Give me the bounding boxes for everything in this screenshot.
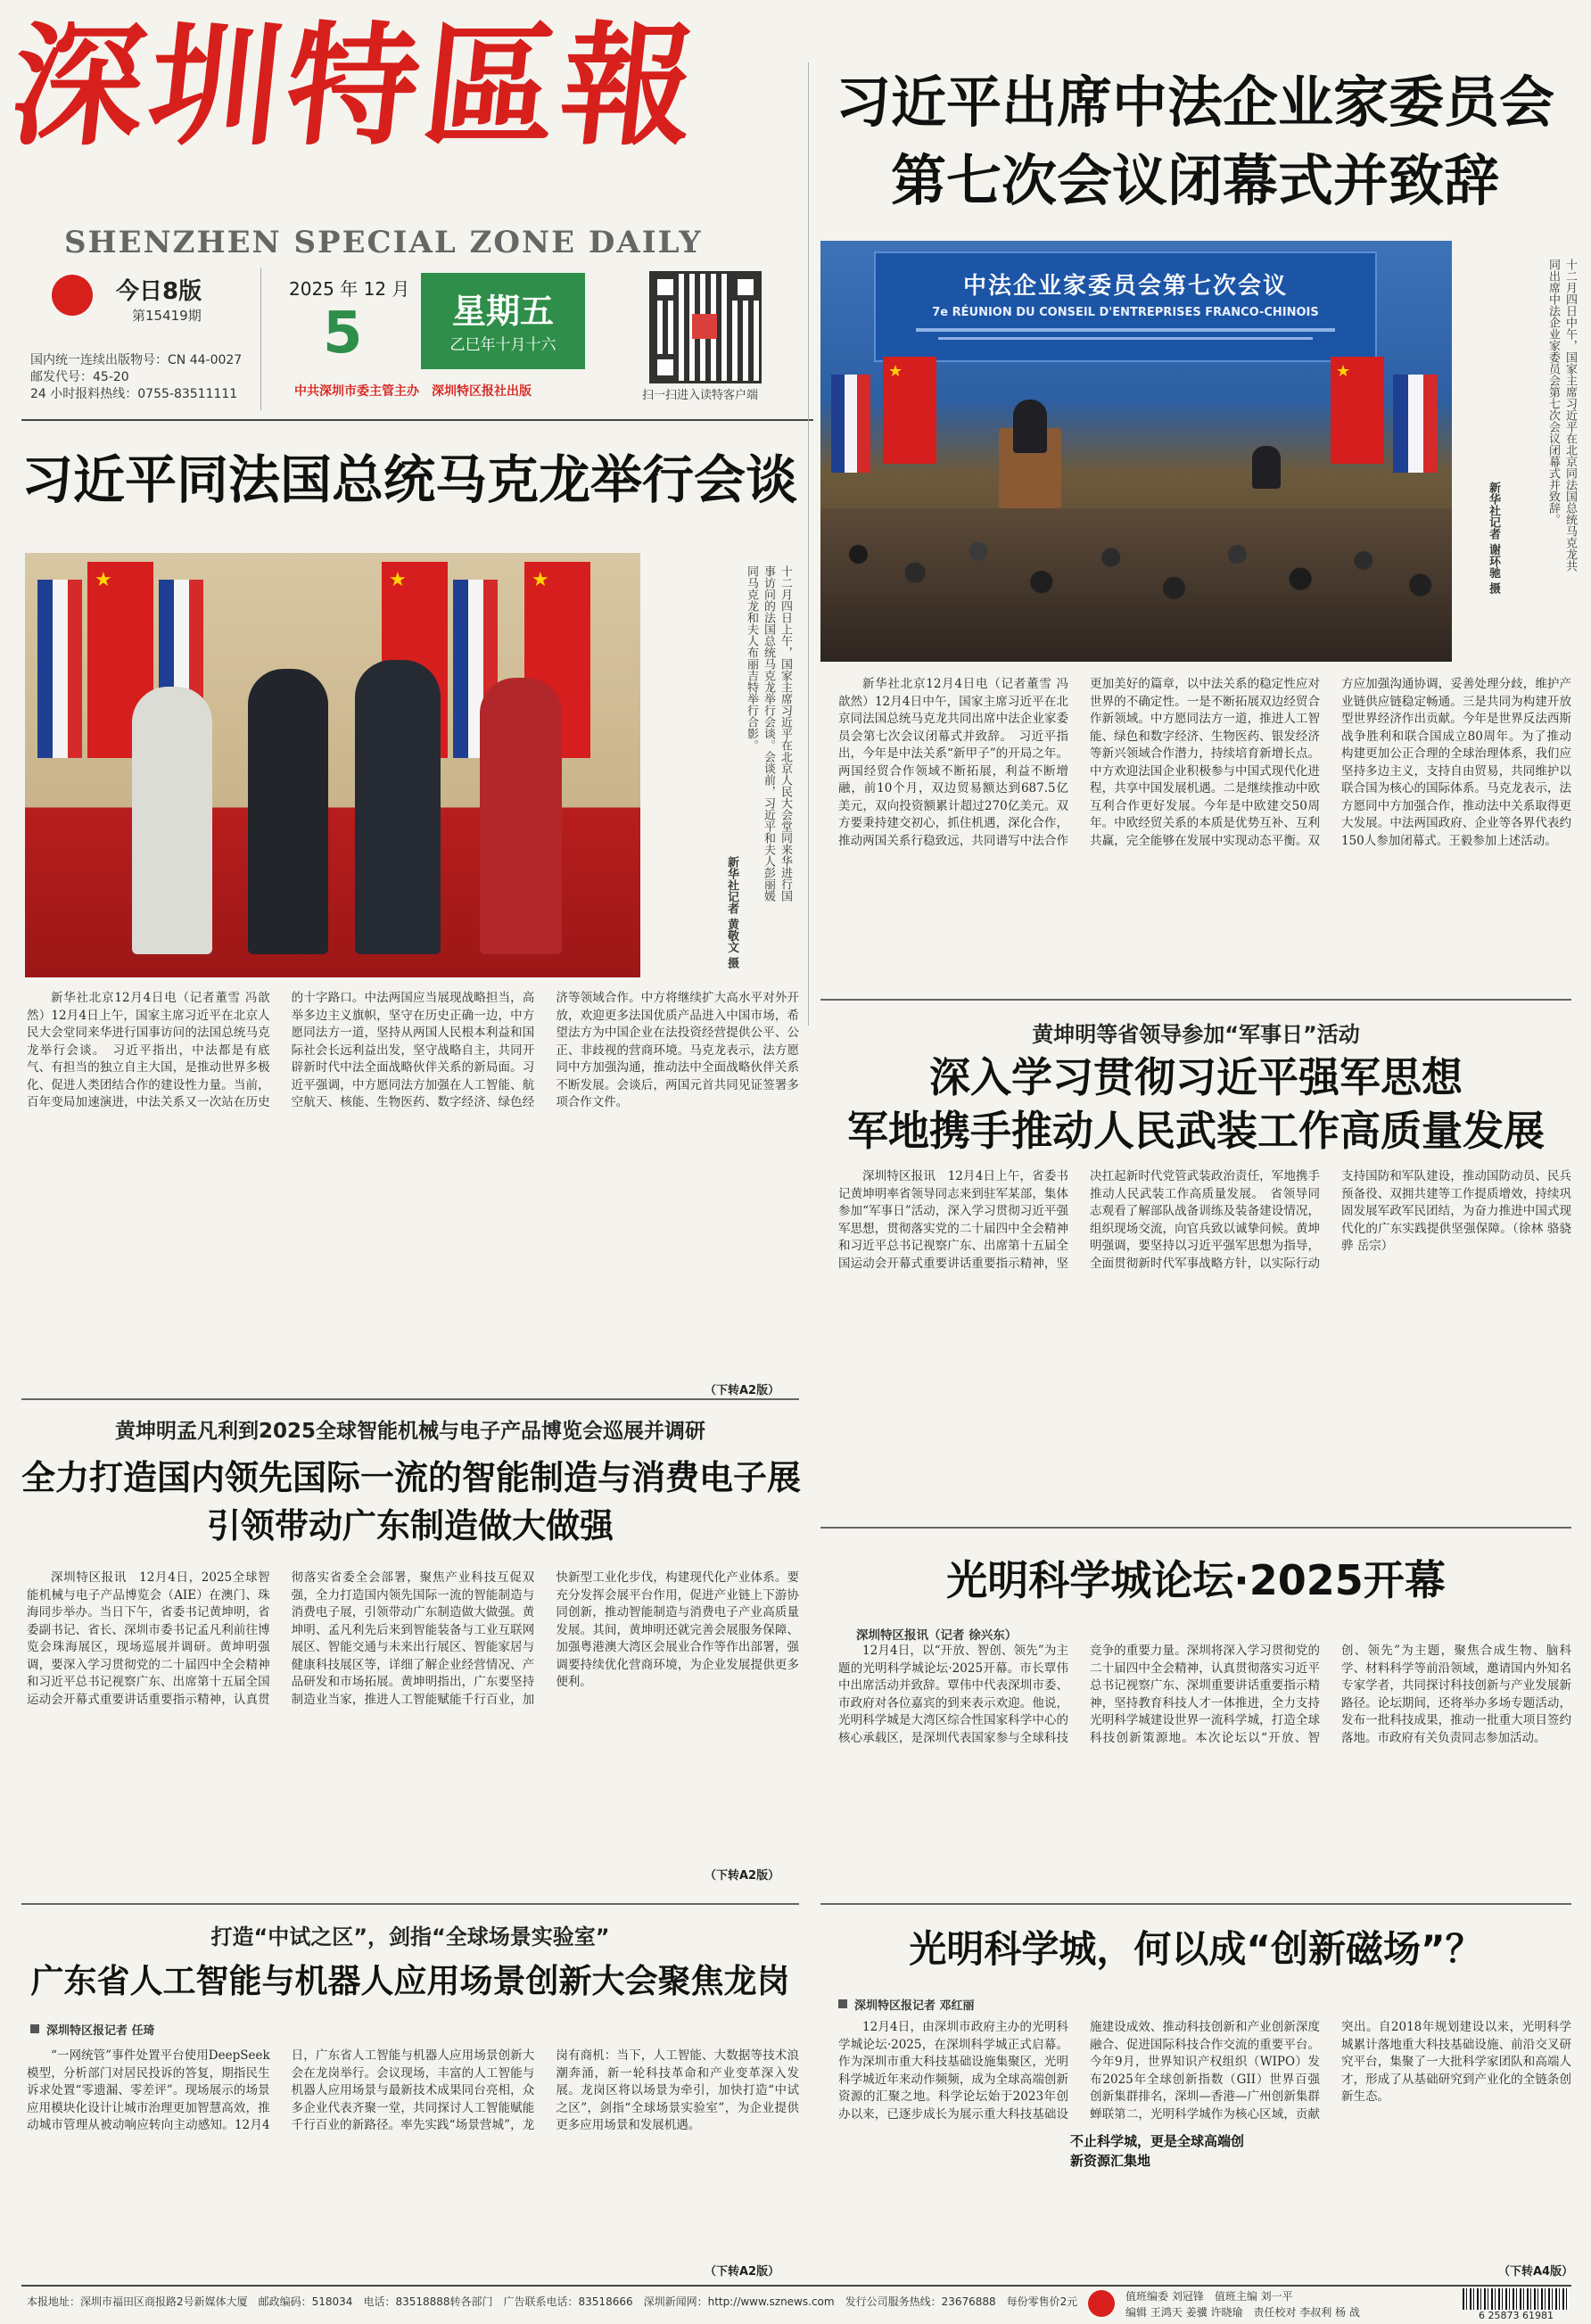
story4-continuation: （下转A2版）: [705, 1869, 780, 1883]
figure-2: [248, 669, 328, 954]
story3-text: 深圳特区报讯 12月4日上午，省委书记黄坤明率省领导同志来到驻军某部，集体参加“军事日”活动，深入学习贯彻习近平强军思想，贯彻落实党的二十届四中全会精神和习近平总书记视察广东、出席第十五届全国运动会开幕式重要讲话重要指示精神，坚决扛起新时代党管武装政治责任，军地携手推动人民武装工作高质量发展。 省领导同志观看了解部队战备训练及装备建设情况，组织现场交流，向官兵致以诚挚问候。黄坤明强调，要坚持以习近平强军思想为指导，全面贯彻新时代军事战略方针，以实际行动支持国防和军队建设，推动国防动员、民兵预备役、双拥共建等工作提质增效，持续巩固发展军政军民团结，为奋力推进中国式现代化的广东实践提供坚强保障。（徐林 骆骁骅 岳宗）: [838, 1169, 1571, 1271]
story4-top-rule: [21, 1398, 799, 1400]
figure-3: [355, 660, 441, 954]
story1-text: 新华社北京12月4日电（记者董雪 冯歆然）12月4日中午，国家主席习近平在北京同法国总统马克龙共同出席中法企业家委员会第七次会议闭幕式并致辞。 习近平指出，今年是中法关系“新甲子”的开局之年。两国经贸合作领域不断拓展，利益不断增融，前10个月，双边贸易额达到687.5亿美元，双向投资额累计超过270亿美元。双方要秉持建交初心，抓住机遇，深化合作，推动两国关系行稳致远，共同谱写中法合作更加美好的篇章，以中法关系的稳定性应对世界的不确定性。一是不断拓展双边经贸合作新领域。中方愿同法方一道，推进人工智能、绿色和数字经济、生物医药、银发经济等新兴领域合作潜力，持续培育新增长点。中方欢迎法国企业积极参与中国式现代化进程，共享中国发展机遇。二是继续推动中欧互利合作更好发展。今年是中欧建交50周年。中欧经贸关系的本质是优势互补、互利共赢，完全能够在发展中实现动态平衡。双方应加强沟通协调，妥善处理分歧，维护产业链供应链稳定畅通。三是共同为构建开放型世界经济作出贡献。今年是世界反法西斯战争胜利和联合国成立80周年。为了推动构建更加公正合理的全球治理体系，我们应坚持多边主义，支持自由贸易，共同维护以联合国为核心的国际体系。马克龙表示，法方愿同中方加强合作，推动法中关系取得更大发展。中法两国政府、企业等各界代表约150人参加闭幕式。王毅参加上述活动。: [838, 677, 1571, 848]
issue-number: 第15419期: [132, 308, 202, 324]
story4-kicker: 黄坤明孟凡利到2025全球智能机械与电子产品博览会巡展并调研: [114, 1420, 705, 1443]
story6-text: “一网统管”事件处置平台使用DeepSeek模型，分析部门对居民投诉的答复，期指民生诉求处置“零遗漏、零差评”。现场展示的场景应用模块化设计让城市治理更加智慧高效，推动城市管理从被动响应转向主动感知。12月4日，广东省人工智能与机器人应用场景创新大会在龙岗举行。会议现场，丰富的人工智能与机器人应用场景与最新技术成果同台亮相，众多企业代表齐聚一堂，共同探讨人工智能赋能千行百业的新路径。率先实践“场景营城”，龙岗有商机：当下，人工智能、大数据等技术浪潮奔涌，新一轮科技革命和产业变革深入发展。龙岗区将以场景为牵引，加快打造“中试之区”，剑指“全球场景实验室”，为企业提供更多应用场景和发展机遇。: [27, 2048, 799, 2132]
flag-france-left-icon: [831, 375, 870, 473]
qr-code: [649, 271, 762, 383]
date-year-month: 2025 年 12 月: [289, 278, 410, 300]
story1-photo-caption: 十二月四日中午，国家主席习近平在北京同法国总统马克龙共同出席中法企业家委员会第七次会议闭幕式并致辞。: [1546, 259, 1577, 572]
story2-headline: 习近平同法国总统马克龙举行会谈: [21, 449, 798, 510]
story5-byline: 深圳特区报讯（记者 徐兴东）: [856, 1628, 1018, 1643]
story6-byline-marker-icon: [30, 2024, 39, 2033]
story7-byline-marker-icon: [838, 1999, 847, 2008]
figure-4: [480, 678, 562, 954]
flag-china-right-icon: ★: [1331, 357, 1384, 464]
masthead-logo: [4, 8, 797, 163]
story2-text: 新华社北京12月4日电（记者董雪 冯歆然）12月4日上午，国家主席习近平在北京人民大会堂同来华进行国事访问的法国总统马克龙举行会谈。 习近平指出，中法都是有底气、有担当的独立自主大国，是推动世界多极化、促进人类团结合作的建设性力量。当前，百年变局加速演进，中法关系又一次站在历史的十字路口。中法两国应当展现战略担当，高举多边主义旗帜，坚守在历史正确一边，中方愿同法方一道，坚持从两国人民根本利益和国际社会长远利益出发，坚守战略自主，共同开辟新时代中法全面战略伙伴关系的新局面。习近平强调，中方愿同法方加强在人工智能、航空航天、核能、生物医药、数字经济、绿色经济等领域合作。中方将继续扩大高水平对外开放，欢迎更多法国优质产品进入中国市场，希望法方为中国企业在法投资经营提供公平、公正、非歧视的营商环境。马克龙表示，法方愿同中方加强沟通，推动法中全面战略伙伴关系不断发展。会谈后，两国元首共同见证签署多项合作文件。: [27, 991, 799, 1109]
story5-text: 12月4日，以“开放、智创、领先”为主题的光明科学城论坛·2025开幕。市长覃伟中出席活动并致辞。覃伟中代表深圳市委、市政府对各位嘉宾的到来表示欢迎。他说，光明科学城是大湾区综合性国家科学中心的核心承载区，是深圳代表国家参与全球科技竞争的重要力量。深圳将深入学习贯彻党的二十届四中全会精神，认真贯彻落实习近平总书记视察广东、深圳重要讲话重要指示精神，坚持教育科技人才一体推进，全力支持光明科学城建设世界一流科学城，打造全球科技创新策源地。本次论坛以“开放、智创、领先”为主题，聚焦合成生物、脑科学、材料科学等前沿领域，邀请国内外知名专家学者，共同探讨科技创新与产业发展新路径。论坛期间，还将举办多场专题活动，发布一批科技成果，推动一批重大项目签约落地。市政府有关负责同志参加活动。: [838, 1644, 1571, 1745]
story7-top-rule: [820, 1903, 1571, 1905]
story6-continuation: （下转A2版）: [705, 2265, 780, 2279]
brand-badge-icon: [52, 275, 93, 316]
footer-logo-icon: [1088, 2290, 1115, 2317]
story1-photo: [820, 241, 1452, 662]
story4-text: 深圳特区报讯 12月4日，2025全球智能机械与电子产品博览会（AIE）在澳门、珠海同步举办。当日下午，省委书记黄坤明，省委副书记、省长、深圳市委书记孟凡利前往博览会珠海展区，现场巡展并调研。黄坤明强调，要深入学习贯彻党的二十届四中全会精神和习近平总书记视察广东、出席第十五届全国运动会开幕式重要讲话重要指示精神，认真贯彻落实省委全会部署，聚焦产业科技互促双强，全力打造国内领先国际一流的智能制造与消费电子展，引领带动广东制造做大做强。黄坤明、孟凡利先后来到智能装备与工业互联网展区、智能交通与未来出行展区、智能家居与健康科技展区等，详细了解企业经营情况、产品研发和市场拓展。黄坤明指出，广东要坚持制造业当家，推进人工智能赋能千行百业，加快新型工业化步伐，构建现代化产业体系。要充分发挥会展平台作用，促进产业链上下游协同创新，推动智能制造与消费电子产业高质量发展。其间，黄坤明还就完善会展服务保障、加强粤港澳大湾区会展业合作等作出部署，强调要持续优化营商环境，为企业发展提供更多便利。: [27, 1570, 799, 1707]
flag-france-1-icon: [37, 580, 82, 758]
logo-chinese: 深圳特區報: [4, 8, 708, 163]
seated-figure: [1252, 446, 1281, 489]
story3-top-rule: [820, 999, 1571, 1001]
banner-title-fr: 7e RÉUNION DU CONSEIL D'ENTREPRISES FRANCO-CHINOIS: [932, 306, 1319, 319]
center-column-rule: [808, 62, 809, 1026]
date-day: 5: [323, 301, 363, 367]
story5-top-rule: [820, 1527, 1571, 1529]
hotline: 24 小时报料热线：0755-83511111: [30, 387, 238, 401]
story1-headline-line2: 第七次会议闭幕式并致辞: [890, 148, 1499, 213]
footer-rule: [21, 2285, 1571, 2287]
sponsor: 中共深圳市委主管主办 深圳特区报社出版: [294, 384, 532, 399]
flag-china-icon: ★: [883, 357, 936, 464]
story6-byline: 深圳特区报记者 任琦: [46, 2024, 155, 2038]
story4-body: [27, 1570, 799, 1891]
speaker-figure: [1013, 400, 1047, 453]
story1-body: [838, 676, 1571, 961]
qr-caption: 扫一扫进入读特客户端: [642, 389, 759, 402]
story7-headline: 光明科学城，何以成“创新磁场”？: [909, 1927, 1483, 1971]
figure-1: [132, 687, 212, 954]
story2-photographer: 新华社记者 黄敬文 摄: [725, 856, 738, 969]
flag-china-2-icon: ★: [382, 562, 448, 758]
story2-continuation: （下转A2版）: [705, 1384, 780, 1397]
story4-headline-line2: 引领带动广东制造做大做强: [206, 1506, 614, 1545]
footer-editors-2: 编辑 王鸿天 姜骥 许晓瑜 责任校对 李叔利 杨 战: [1125, 2306, 1360, 2319]
story3-headline-line2: 军地携手推动人民武装工作高质量发展: [847, 1107, 1545, 1155]
flag-china-3-icon: ★: [524, 562, 590, 758]
story2-body: [27, 990, 799, 1375]
barcode: [1463, 2288, 1570, 2310]
story6-headline: 广东省人工智能与机器人应用场景创新大会聚焦龙岗: [30, 1962, 790, 2000]
story3-kicker: 黄坤明等省领导参加“军事日”活动: [1032, 1022, 1360, 1047]
story7-body: [838, 2019, 1571, 2270]
story6-body: [27, 2048, 799, 2276]
story7-byline: 深圳特区报记者 邓红丽: [854, 1999, 975, 2013]
masthead-bottom-rule: [21, 419, 813, 421]
story6-top-rule: [21, 1903, 799, 1905]
story1-photographer: 新华社记者 谢环驰 摄: [1487, 482, 1500, 595]
story1-headline-line1: 习近平出席中法企业家委员会: [835, 70, 1554, 135]
story5-body: [838, 1643, 1571, 1875]
postal-code: 邮发代号：45-20: [30, 370, 129, 384]
cn-number: 国内统一连续出版物号：CN 44-0027: [30, 353, 243, 367]
flag-china-1-icon: ★: [87, 562, 153, 758]
story7-text: 12月4日，由深圳市政府主办的光明科学城论坛·2025，在深圳科学城正式启幕。作为深圳市重大科技基础设施集聚区，光明科学城近年来动作频频，成为全球高端创新资源的汇聚之地。科学论坛始于2023年创办以来，已逐步成长为展示重大科技基础设施建设成效、推动科技创新和产业创新深度融合、促进国际科技合作交流的重要平台。今年9月，世界知识产权组织（WIPO）发布2025年全球创新指数（GII）世界百强创新集群排名，深圳—香港—广州创新集群蝉联第二，光明科学城作为核心区域，贡献突出。自2018年规划建设以来，光明科学城累计落地重大科技基础设施、前沿交叉研究平台，集聚了一大批科学家团队和高端人才，形成了从基础研究到产业化的全链条创新生态。: [838, 2020, 1571, 2122]
conference-banner: [874, 251, 1377, 362]
story2-photo: [25, 553, 640, 977]
logo-english: SHENZHEN SPECIAL ZONE DAILY: [64, 225, 703, 260]
story7-subhead: 不止科学城，更是全球高端创新资源汇集地: [1070, 2133, 1245, 2169]
story6-kicker: 打造“中试之区”，剑指“全球场景实验室”: [210, 1924, 610, 1949]
weekday: 星期五: [451, 292, 554, 331]
banner-title-cn: 中法企业家委员会第七次会议: [962, 273, 1288, 300]
flag-france-right-icon: [1393, 375, 1438, 473]
story2-photo-caption: 十二月四日上午，国家主席习近平在北京人民大会堂同来华进行国事访问的法国总统马克龙举行会谈。会谈前，习近平和夫人彭丽媛同马克龙和夫人布丽吉特举行合影。: [745, 565, 792, 902]
footer-address: 本报地址：深圳市福田区商报路2号新媒体大厦 邮政编码：518034 电话：83518888转各部门 广告联系电话：83518666 深圳新闻网：http://www.sznews.com 发行公司服务热线：23676888 每份零售价2元: [27, 2295, 1078, 2308]
barcode-number: 6 25873 61981: [1479, 2310, 1554, 2321]
date-divider-left: [260, 268, 261, 410]
today-pages: 今日8版: [116, 278, 202, 305]
story5-headline: 光明科学城论坛·2025开幕: [946, 1556, 1446, 1604]
story7-continuation: （下转A4版）: [1498, 2265, 1574, 2279]
story3-body: [838, 1168, 1571, 1514]
audience: [820, 508, 1452, 662]
lunar-date: 乙巳年十月十六: [449, 336, 556, 354]
story3-headline-line1: 深入学习贯彻习近平强军思想: [929, 1053, 1463, 1101]
story4-headline-line1: 全力打造国内领先国际一流的智能制造与消费电子展: [21, 1458, 802, 1497]
footer-editors: 值班编委 刘冠锋 值班主编 刘一平: [1125, 2290, 1293, 2303]
